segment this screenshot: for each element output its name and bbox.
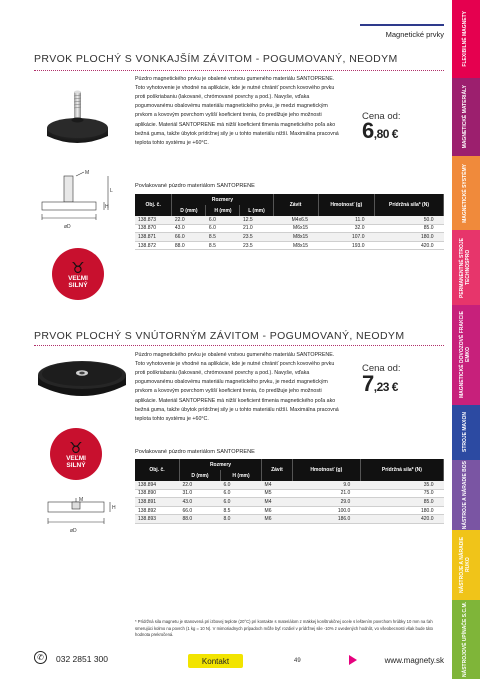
section1-spec-table: [135, 194, 444, 250]
side-tab-label: FLEXIBILNÉ MAGNETY: [462, 11, 469, 67]
technical-drawing-internal-thread: [34, 496, 126, 538]
table-cell: 138.894: [135, 481, 179, 489]
table-cell: 420.0: [360, 515, 443, 524]
col-header-obj: Obj. č.: [135, 194, 172, 216]
table-cell: 35.0: [360, 481, 443, 489]
table-cell: 9.0: [292, 481, 360, 489]
table-row: [135, 489, 444, 498]
phone-number[interactable]: 032 2851 300: [56, 654, 108, 664]
technical-drawing-external-thread: [34, 170, 126, 232]
contact-button[interactable]: Kontakt: [188, 654, 243, 668]
table-cell: 12.5: [240, 216, 273, 224]
table-cell: 107.0: [318, 233, 374, 242]
badge2-line1: VEĽMI: [66, 455, 86, 463]
col2-header-zavit: Závit: [262, 459, 293, 481]
table-cell: 29.0: [292, 498, 360, 507]
section2-table-caption: Povlakované púzdro materiálom SANTOPRENE: [135, 449, 255, 455]
table-cell: 100.0: [292, 506, 360, 515]
table-row: [135, 224, 444, 233]
table-cell: 6.0: [221, 481, 262, 489]
drawing-label-l: L: [110, 188, 113, 194]
side-tab-label: MAGNETICKÉ DOVOZOVÉ FRAKCIE EMKO: [459, 311, 471, 399]
table-cell: 6.0: [206, 216, 240, 224]
table-cell: 21.0: [292, 489, 360, 498]
table-cell: M5: [262, 489, 293, 498]
table-cell: 11.0: [318, 216, 374, 224]
side-tab-8[interactable]: [452, 530, 480, 600]
product-image-internal-thread: [34, 355, 130, 409]
side-tab-6[interactable]: [452, 405, 480, 460]
table-cell: 8.0: [221, 515, 262, 524]
col-header-h: H (mm): [206, 205, 240, 216]
table-cell: M8x15: [273, 241, 318, 250]
table-cell: M6: [262, 515, 293, 524]
col2-header-obj: Obj. č.: [135, 459, 179, 481]
table-cell: 420.0: [374, 241, 443, 250]
drawing-label-h: H: [105, 204, 109, 210]
side-tab-1[interactable]: [452, 0, 480, 78]
side-tab-label: NÁSTROJE A NÁRADIE RUKO: [459, 536, 471, 594]
badge2-line2: SILNÝ: [66, 462, 86, 470]
table-cell: 66.0: [179, 506, 220, 515]
col2-header-rozmery: Rozmery: [179, 459, 261, 470]
very-strong-badge-2: [50, 428, 102, 480]
table-cell: 138.890: [135, 489, 179, 498]
table-cell: 75.0: [360, 489, 443, 498]
table-cell: 8.5: [206, 233, 240, 242]
section2-price: [362, 371, 398, 397]
badge-line2: SILNÝ: [68, 282, 88, 290]
table-cell: 193.0: [318, 241, 374, 250]
side-tab-label: MAGNETICKÉ SYSTÉMY: [462, 163, 469, 223]
table-cell: 138.872: [135, 241, 172, 250]
table-cell: M6x15: [273, 224, 318, 233]
table-cell: 6.0: [206, 224, 240, 233]
col2-header-d: D (mm): [179, 470, 220, 481]
drawing2-label-d: øD: [70, 528, 77, 534]
side-tab-5[interactable]: [452, 305, 480, 405]
col2-header-hmotnost: Hmotnosť (g): [292, 459, 360, 481]
category-title: Magnetické prvky: [385, 30, 444, 39]
side-tab-label: NÁSTROJOVÉ UPÍNAČE S.C.M.: [462, 601, 469, 677]
col-header-sila: Prídržná sila* (N): [374, 194, 443, 216]
table-cell: 22.0: [179, 481, 220, 489]
side-tab-label: PERMANENTNÉ STROJE TECHNOSPRO: [459, 237, 471, 298]
table-cell: 31.0: [179, 489, 220, 498]
table-cell: 43.0: [179, 498, 220, 507]
table-cell: 138.870: [135, 224, 172, 233]
side-tab-4[interactable]: [452, 230, 480, 305]
table-row: [135, 515, 444, 524]
side-tab-7[interactable]: [452, 460, 480, 530]
table-cell: M4: [262, 481, 293, 489]
side-tab-2[interactable]: [452, 78, 480, 156]
section1-description: Púzdro magnetického prvku je obalené vrstvou gumeného materiálu SANTOPRENE. Toto vyhotovenie je vhodné na aplikácie, kde je nutné chrániť povrch kovového prvku proti poškriabaniu (lakované, chrómované povrchy a pod.). Navyše, vďaka pogumovanému obalovému materiálu magnetického prvku, je medzi magnetickým prvkom a kovovým povrchom vyšší koeficient trenia, čo predlžuje jeho možnosti aplikácie. Materiál SANTOPRENE má nižší koeficient tlmenia magnetického poľa ako bežná guma, takže úbytok prídržnej sily je u tohto materiálu nižší. Maximálna pracovná teplota tohto systému je +60°C.: [135, 76, 339, 146]
section2-spec-table: [135, 459, 444, 524]
table-cell: 138.871: [135, 233, 172, 242]
table-cell: 180.0: [360, 506, 443, 515]
table-row: [135, 241, 444, 250]
table-cell: 88.0: [179, 515, 220, 524]
table-cell: 22.0: [172, 216, 206, 224]
section2-price-rest: ,23 €: [373, 380, 398, 394]
table-cell: 85.0: [374, 224, 443, 233]
table-cell: 88.0: [172, 241, 206, 250]
table-cell: 8.5: [206, 241, 240, 250]
table-cell: 50.0: [374, 216, 443, 224]
col-header-hmotnost: Hmotnosť (g): [318, 194, 374, 216]
section2-title: PRVOK PLOCHÝ S VNÚTORNÝM ZÁVITOM - POGUMOVANÝ, NEODYM: [34, 330, 405, 342]
table-cell: 6.0: [221, 498, 262, 507]
section1-price-label: Cena od:: [362, 111, 401, 122]
table-cell: 186.0: [292, 515, 360, 524]
table-row: [135, 506, 444, 515]
table-cell: 23.5: [240, 241, 273, 250]
side-tab-label: STROJE MAXON: [462, 412, 469, 453]
table-row: [135, 216, 444, 224]
col2-header-h: H (mm): [221, 470, 262, 481]
section1-price-main: 6: [362, 118, 374, 143]
very-strong-badge: [52, 248, 104, 300]
section2-divider: [34, 345, 444, 346]
bull-icon: ♉: [71, 260, 85, 278]
section1-divider: [34, 70, 444, 71]
footnote: * Prídržná sila magnetu je stanovená pri izbovej teplote (20°C) pri kontakte s materiálom z mäkkej konštrukčnej ocele s leštením povrchom hrúbky 10 mm na ťah smerujúci kolmo na povrch (1 kg = 10 N). V mimoriadnych prípadoch môže byť rozdiel v prídržnej sile -10% z uvedených hodnôt, vo všeobecnosti však bude táto hodnota prekročená.: [135, 619, 433, 637]
table-cell: 138.873: [135, 216, 172, 224]
col-header-d: D (mm): [172, 205, 206, 216]
drawing-label-d: øD: [64, 224, 71, 230]
table-cell: 6.0: [221, 489, 262, 498]
section2-price-main: 7: [362, 371, 374, 396]
side-tab-label: MAGNETICKÉ MATERIÁLY: [462, 85, 469, 149]
section1-price: [362, 118, 398, 144]
col-header-zavit: Závit: [273, 194, 318, 216]
table-cell: 180.0: [374, 233, 443, 242]
section1-price-rest: ,80 €: [373, 127, 398, 141]
table-cell: 85.0: [360, 498, 443, 507]
table-cell: 21.0: [240, 224, 273, 233]
table-cell: 66.0: [172, 233, 206, 242]
table-row: [135, 498, 444, 507]
header-rule: [360, 24, 444, 26]
product-image-external-thread: [42, 84, 120, 152]
col-header-rozmery: Rozmery: [172, 194, 273, 205]
table-cell: 138.893: [135, 515, 179, 524]
table-row: [135, 233, 444, 242]
table-cell: 32.0: [318, 224, 374, 233]
section1-table-caption: Povlakované púzdro materiálom SANTOPRENE: [135, 183, 255, 189]
table-row: [135, 481, 444, 489]
section2-price-label: Cena od:: [362, 363, 401, 374]
table-cell: 8.5: [221, 506, 262, 515]
page-number: 49: [294, 658, 301, 664]
table-cell: 138.892: [135, 506, 179, 515]
drawing-label-m: M: [85, 170, 90, 176]
bull-icon-2: ♉: [69, 440, 83, 458]
side-tab-9[interactable]: [452, 600, 480, 679]
table-cell: 138.891: [135, 498, 179, 507]
col-header-l: L (mm): [240, 205, 273, 216]
side-tab-3[interactable]: [452, 156, 480, 230]
table-cell: M4: [262, 498, 293, 507]
table-cell: 43.0: [172, 224, 206, 233]
side-tab-label: NÁSTROJE A NÁRADIE BOS: [462, 460, 469, 530]
phone-icon: ✆: [34, 651, 47, 664]
section1-title: PRVOK PLOCHÝ S VONKAJŠÍM ZÁVITOM - POGUMOVANÝ, NEODYM: [34, 53, 398, 65]
section2-description: Púzdro magnetického prvku je obalené vrstvou gumeného materiálu SANTOPRENE. Toto vyhotovenie je vhodné na aplikácie, kde je nutné chrániť povrch kovového prvku proti poškriabaniu (lakované, chrómované povrchy a pod.). Navyše, vďaka pogumovanému obalovému materiálu magnetického prvku, je medzi magnetickým prvkom a kovovým povrchom vyšší koeficient trenia, čo predlžuje jeho možnosti aplikácie. Materiál SANTOPRENE má nižší koeficient tlmenia magnetického poľa ako bežná guma, takže úbytok prídržnej sily je u tohto materiálu nižší. Maximálna pracovná teplota tohto systému je +60°C.: [135, 352, 339, 422]
drawing2-label-m: M: [79, 497, 84, 503]
website-link[interactable]: www.magnety.sk: [384, 656, 444, 665]
col2-header-sila: Prídržná sila* (N): [360, 459, 443, 481]
arrow-icon: [349, 655, 357, 665]
table-cell: M8x15: [273, 233, 318, 242]
table-cell: 23.5: [240, 233, 273, 242]
drawing2-label-h: H: [112, 505, 116, 511]
badge-line1: VEĽMI: [68, 275, 88, 283]
table-cell: M4x6.5: [273, 216, 318, 224]
table-cell: M6: [262, 506, 293, 515]
